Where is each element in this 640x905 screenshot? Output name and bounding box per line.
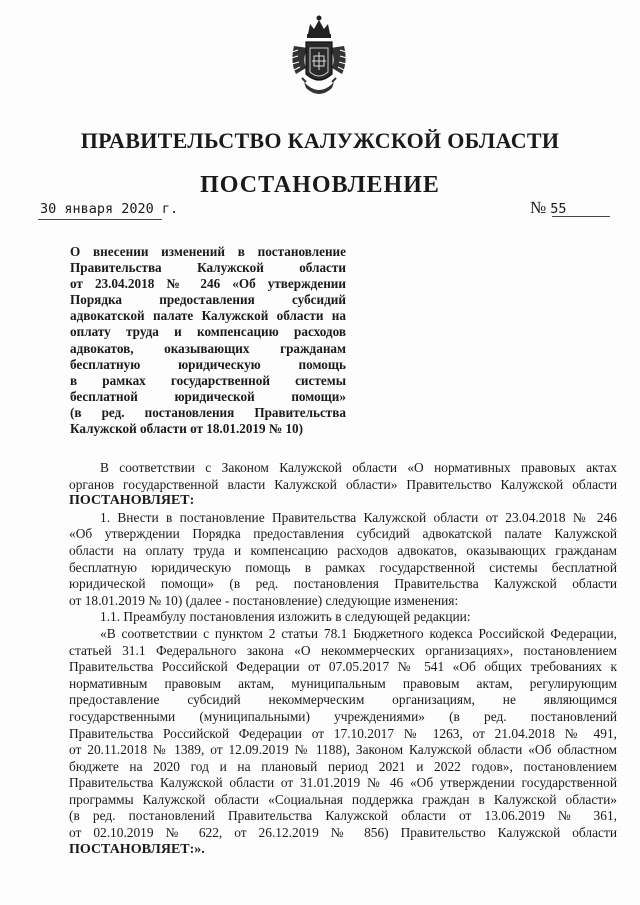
body-line: 1.1. Преамбулу постановления изложить в следующей редакции: (100, 609, 471, 625)
body-line: органов государственной власти Калужской области» Правительство Калужской области (69, 476, 617, 492)
quote-line: от 20.11.2018 № 1389, от 12.09.2019 № 1188), Законом Калужской области «Об областном (69, 742, 617, 758)
body-line: бесплатную юридическую помощь в рамках государственной системы бесплатной (69, 559, 617, 575)
subject-line: оплату труда и компенсацию расходов (70, 324, 346, 340)
number-sign: № (530, 198, 547, 217)
document-subject (70, 244, 346, 437)
coat-of-arms-emblem-icon (288, 12, 350, 102)
subject-line: в рамках государственной системы (70, 372, 346, 388)
subject-line: адвокатов, оказывающих гражданам (70, 340, 346, 356)
subject-line: адвокатской палате Калужской области на (70, 308, 346, 324)
quote-resolves: ПОСТАНОВЛЯЕТ:». (69, 841, 205, 857)
resolves-heading: ПОСТАНОВЛЯЕТ: (69, 493, 195, 509)
subject-line: О внесении изменений в постановление (70, 244, 346, 259)
quote-line: программы Калужской области «Социальная поддержка граждан в Калужской области» (69, 791, 617, 807)
body-line: области на оплату труда и компенсацию расходов адвокатов, оказывающих гражданам (69, 542, 617, 558)
quote-line: государственными (муниципальными) учреждениями» (в ред. постановлений (69, 708, 617, 724)
quote-line: бюджете на 2020 год и на плановый период 2021 и 2022 годов», постановлением (69, 758, 617, 774)
quote-line: Правительства Калужской области от 31.01.2019 № 46 «Об утверждении государственной (69, 775, 617, 791)
body-line: «Об утверждении Порядка предоставления субсидий адвокатской палате Калужской (69, 526, 617, 542)
body-line: юридической помощи» (в ред. постановления Правительства Калужской области (69, 576, 617, 592)
subject-line: от 23.04.2018 № 246 «Об утверждении (70, 276, 346, 292)
quote-line: Правительства Российской Федерации от 17.10.2017 № 1263, от 21.04.2018 № 491, (69, 725, 617, 741)
document-body (69, 460, 617, 858)
subject-line: Порядка предоставления субсидий (70, 292, 346, 308)
quote-line: предоставление субсидий некоммерческим организациям, не являющимся (69, 692, 617, 708)
quote-line: нормативным правовым актам, муниципальным правовым актам, регулирующим (69, 675, 617, 691)
number-value: 55 (550, 201, 567, 217)
number-underline (552, 216, 610, 217)
subject-line: бесплатную юридическую помощь (70, 356, 346, 372)
date-underline (38, 219, 162, 220)
subject-line: Правительства Калужской области (70, 260, 346, 276)
document-type-title: ПОСТАНОВЛЕНИЕ (200, 172, 440, 198)
quote-line: (в ред. постановлений Правительства Калужской области от 13.06.2019 № 361, (69, 808, 617, 824)
quote-line: «В соответствии с пунктом 2 статьи 78.1 Бюджетного кодекса Российской Федерации, (100, 625, 617, 641)
document-number (530, 198, 567, 218)
organization-title: ПРАВИТЕЛЬСТВО КАЛУЖСКОЙ ОБЛАСТИ (80, 128, 560, 153)
document-date: 30 января 2020 г. (40, 201, 179, 217)
body-line: 1. Внести в постановление Правительства Калужской области от 23.04.2018 № 246 (100, 509, 617, 525)
subject-line: (в ред. постановления Правительства (70, 404, 346, 420)
body-line: В соответствии с Законом Калужской области «О нормативных правовых актах (100, 460, 617, 475)
body-line: от 18.01.2019 № 10) (далее - постановление) следующие изменения: (69, 592, 459, 608)
subject-line: Калужской области от 18.01.2019 № 10) (70, 421, 304, 437)
subject-line: бесплатной юридической помощи» (70, 388, 346, 404)
quote-line: Правительства Российской Федерации от 07.05.2017 № 541 «Об общих требованиях к (69, 659, 617, 675)
quote-line: от 02.10.2019 № 622, от 26.12.2019 № 856) Правительство Калужской области (69, 825, 617, 841)
quote-line: статьей 31.1 Федерального закона «О некоммерческих организациях», постановлением (69, 642, 617, 658)
